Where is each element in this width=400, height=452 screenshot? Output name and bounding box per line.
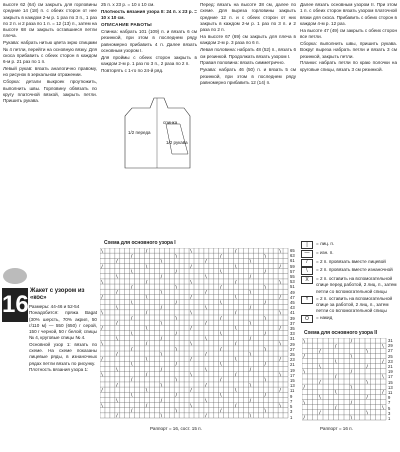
stitch-symbol: / <box>190 357 192 363</box>
schema-2-title: Схема для основного узора II <box>304 330 378 336</box>
legend-item <box>301 241 398 249</box>
legend-item <box>301 276 398 295</box>
stitch-symbol: \ <box>219 362 222 368</box>
row-number: 21 <box>388 364 393 370</box>
stitch-symbol: \ <box>279 403 281 409</box>
section-number-badge: 16 <box>2 288 28 322</box>
stitch-symbol: / <box>303 416 305 422</box>
stitch-symbol: \ <box>264 316 267 322</box>
stitch-symbol: \ <box>382 344 384 350</box>
stitch-symbol: \ <box>101 280 103 286</box>
stitch-symbol: \ <box>130 331 133 337</box>
stitch-symbol: / <box>175 393 178 399</box>
stitch-symbol: \ <box>190 249 192 255</box>
stitch-symbol: / <box>160 336 163 342</box>
stitch-symbol: \ <box>319 395 321 401</box>
stitch-symbol: \ <box>279 280 281 286</box>
stitch-symbol: / <box>234 249 237 255</box>
stitch-symbol: \ <box>334 359 337 365</box>
stitch-symbol: / <box>234 403 237 409</box>
jacket-paragraph: Основной узор 1: вязать по схеме. На схеме показаны лицевые ряды, в изнаночных рядах петли вязать по рисунку. <box>29 341 97 366</box>
stitch-symbol: / <box>205 414 207 420</box>
row-number: 31 <box>290 336 295 342</box>
stitch-symbol: \ <box>130 269 133 275</box>
row-number: 9 <box>290 393 293 399</box>
stitch-symbol: \ <box>130 362 133 368</box>
stitch-symbol: \ <box>205 306 207 312</box>
stitch-symbol: \ <box>160 414 163 420</box>
row-number: 9 <box>388 395 391 401</box>
stitch-symbol: \ <box>234 326 237 332</box>
stitch-symbol: / <box>101 264 103 270</box>
stitch-symbol: \ <box>249 321 252 327</box>
stitch-symbol: / <box>130 347 133 353</box>
col2-paragraph: Спинка: набрать 101 (109) п. и вязать 6 см резинкой, при этом в последнем ряду равномерно прибавить 4 п. Далее вязать основным узором I. <box>101 28 197 53</box>
stitch-symbol: \ <box>264 347 267 353</box>
row-number: 41 <box>290 310 295 316</box>
stitch-symbol: / <box>219 285 222 291</box>
row-number: 17 <box>290 372 295 378</box>
stitch-symbol: / <box>319 349 321 355</box>
row-number: 55 <box>290 274 295 280</box>
row-number: 57 <box>290 268 295 274</box>
stitch-symbol: / <box>205 352 207 358</box>
row-number: 53 <box>290 279 295 285</box>
stitch-symbol: \ <box>303 339 305 345</box>
stitch-symbol: \ <box>366 380 368 386</box>
stitch-symbol: \ <box>279 249 281 255</box>
stitch-symbol: / <box>382 390 384 396</box>
stitch-symbol: \ <box>350 385 353 391</box>
stitch-symbol: / <box>279 326 281 332</box>
stitch-symbol: / <box>130 285 133 291</box>
col4-paragraph: Сборка: выполнить швы, пришить рукава. Вокруг выреза набрать петли и вязать 3 см резинкой, закрыть петли. <box>300 40 397 59</box>
legend-text: = накид <box>316 315 333 320</box>
col2-paragraph: Плотность вязания узора II: 24 п. x 23 р. = 10 x 10 см. <box>101 8 197 21</box>
stitch-symbol: \ <box>190 373 192 379</box>
stitch-symbol: / <box>145 403 148 409</box>
stitch-symbol: \ <box>350 354 353 360</box>
legend-item <box>301 250 398 258</box>
stitch-symbol: / <box>234 342 237 348</box>
stitch-symbol: / <box>190 326 192 332</box>
stitch-symbol: \ <box>350 416 353 422</box>
row-number: 5 <box>388 405 391 411</box>
stitch-symbol: \ <box>205 367 207 373</box>
stitch-symbol: / <box>101 326 103 332</box>
stitch-symbol: / <box>130 316 133 322</box>
row-number: 51 <box>290 284 295 290</box>
stitch-symbol: \ <box>249 352 252 358</box>
row-number: 27 <box>290 346 295 352</box>
legend-symbol-icon: \ <box>301 267 313 275</box>
legend-item <box>301 267 398 275</box>
stitch-symbol: \ <box>303 400 305 406</box>
stitch-symbol: \ <box>366 411 368 417</box>
row-number: 15 <box>290 378 295 384</box>
stitch-symbol: \ <box>175 347 178 353</box>
stitch-symbol: / <box>319 380 321 386</box>
stitch-symbol: / <box>366 364 368 370</box>
stitch-symbol: \ <box>145 326 148 332</box>
stitch-symbol: / <box>382 359 384 365</box>
stitch-symbol: / <box>175 300 178 306</box>
stitch-symbol: \ <box>279 342 281 348</box>
jacket-paragraph: Понадобится: пряжа Bagat (30% шерсть, 70% акрил, 50 г/110 м) — 550 (650) г серой, 150 г черной, 50 г белой; спицы № 4, круговые спицы № 4. <box>29 310 97 341</box>
stitch-symbol: / <box>116 414 118 420</box>
col4-paragraph: Далее вязать основным узором II. При этом 1 п. с обеих сторон вязать узором платочной вязки для скоса. Прибавить с обеих сторон в каждом 4-м р. 12 раз. <box>300 2 397 26</box>
stitch-symbol: \ <box>249 383 252 389</box>
stitch-symbol: / <box>175 362 178 368</box>
stitch-symbol: \ <box>234 264 237 270</box>
legend-text: = 2 п. провязать вместе лицевой <box>316 258 386 264</box>
sleeve-outline <box>166 124 188 154</box>
stitch-symbol: / <box>116 383 118 389</box>
stitch-symbol: \ <box>175 409 178 415</box>
knitting-chart-2 <box>302 338 392 422</box>
stitch-symbol: / <box>160 275 163 281</box>
stitch-symbol: / <box>205 321 207 327</box>
stitch-symbol: / <box>160 367 163 373</box>
jacket-description <box>29 304 97 452</box>
stitch-symbol: \ <box>101 342 103 348</box>
row-number: 25 <box>388 353 393 359</box>
stitch-symbol: / <box>205 290 207 296</box>
row-number: 39 <box>290 315 295 321</box>
stitch-symbol: / <box>264 300 267 306</box>
schema-1-title: Схема для основного узора I <box>104 240 176 246</box>
stitch-symbol: / <box>350 400 353 406</box>
row-number: 21 <box>290 362 295 368</box>
stitch-symbol: \ <box>101 311 103 317</box>
stitch-symbol: \ <box>101 249 103 255</box>
stitch-symbol: / <box>219 378 222 384</box>
col3-paragraph: Правая половина: вязать симметрично. <box>200 60 285 66</box>
stitch-symbol: / <box>145 311 148 317</box>
stitch-symbol: \ <box>145 388 148 394</box>
stitch-symbol: / <box>130 378 133 384</box>
stitch-symbol: / <box>190 295 192 301</box>
row-number: 59 <box>290 263 295 269</box>
stitch-symbol: \ <box>264 285 267 291</box>
stitch-symbol: \ <box>249 259 252 265</box>
legend-symbol-icon: Y <box>301 296 313 304</box>
col1-paragraph: высоте 62 (64) см закрыть для горловины средние 14 (18) п. с обеих сторон от нее закрыть в каждом 2-м р. 1 раз по 3 п., 1 раз по 2 п. и 2 раза по 1 п. = 12 (13) п., затем на высоте 68 см закрыть оставшиеся петли плеча. <box>3 2 97 39</box>
stitch-symbol: \ <box>234 357 237 363</box>
col3-paragraph: Левая половина: набрать 48 (52) п., вязать 6 см резинкой. Продолжать вязать узором I. <box>200 47 296 59</box>
stitch-symbol: / <box>130 409 133 415</box>
row-number: 47 <box>290 294 295 300</box>
stitch-symbol: \ <box>130 300 133 306</box>
stitch-symbol: \ <box>116 275 118 281</box>
stitch-symbol: \ <box>334 390 337 396</box>
stitch-symbol: \ <box>205 275 207 281</box>
legend-text: = 2 п. провязать вместе изнаночной <box>316 267 393 273</box>
col3-paragraph: На высоте 67 (69) см закрыть для плеча в каждом 2-м р. 3 раза по 6 п. <box>200 34 296 46</box>
row-number: 3 <box>290 409 293 415</box>
row-number: 11 <box>388 390 393 396</box>
stitch-symbol: \ <box>175 316 178 322</box>
rapport-1-label: Раппорт = 16, сост. 15 п. <box>150 426 202 431</box>
stitch-symbol: \ <box>319 364 321 370</box>
stitch-symbol: / <box>145 342 148 348</box>
row-number: 63 <box>290 253 295 259</box>
row-number: 29 <box>290 341 295 347</box>
stitch-symbol: \ <box>160 290 163 296</box>
stitch-symbol: \ <box>205 336 207 342</box>
row-number: 1 <box>388 416 391 422</box>
col3-paragraph: Перед: вязать на высоте 38 см, далее по схеме. Для выреза горловины закрыть средние 12 п. и с обеих сторон от них закрыть в каждом 2-м р. 1 раз по 3 п. и 2 раза по 2 п. <box>200 2 296 33</box>
stitch-symbol: \ <box>264 254 267 260</box>
chart-legend <box>301 241 398 324</box>
legend-symbol-icon: X <box>301 276 313 284</box>
stitch-symbol: / <box>219 347 222 353</box>
row-number: 37 <box>290 320 295 326</box>
stitch-symbol: / <box>249 367 252 373</box>
row-number: 49 <box>290 289 295 295</box>
stitch-symbol: / <box>116 321 118 327</box>
col4-paragraph: Планки: набрать петли по краю полочки на круговые спицы, вязать 3 см резинкой. <box>300 60 397 72</box>
stitch-symbol: / <box>249 336 252 342</box>
stitch-symbol: \ <box>249 414 252 420</box>
row-number: 1 <box>290 414 293 420</box>
row-number: 7 <box>388 400 391 406</box>
legend-item <box>301 296 398 315</box>
stitch-symbol: \ <box>382 405 384 411</box>
stitch-symbol: / <box>303 385 305 391</box>
knitting-chart-1 <box>100 248 300 420</box>
column-4 <box>300 2 397 212</box>
stitch-symbol: \ <box>116 367 118 373</box>
stitch-symbol: / <box>190 388 192 394</box>
stitch-symbol: \ <box>130 393 133 399</box>
jacket-paragraph: Плотность вязания узора 1: <box>29 366 89 372</box>
stitch-symbol: / <box>219 316 222 322</box>
stitch-symbol: \ <box>190 311 192 317</box>
stitch-symbol: \ <box>190 342 192 348</box>
stitch-symbol: \ <box>190 403 192 409</box>
stitch-symbol: / <box>350 370 353 376</box>
stitch-symbol: \ <box>382 375 384 381</box>
legend-text: = 2 п. оставить на вспомогательной спице за работой, 2 лиц. п., затем петли со вспомогательной спицы <box>316 295 393 313</box>
stitch-symbol: \ <box>145 357 148 363</box>
row-number: 19 <box>290 367 295 373</box>
stitch-symbol: \ <box>219 331 222 337</box>
stitch-symbol: \ <box>116 398 118 404</box>
stitch-symbol: \ <box>264 378 267 384</box>
legend-symbol-icon: — <box>301 250 313 258</box>
row-number: 19 <box>388 369 393 375</box>
stitch-symbol: \ <box>219 393 222 399</box>
row-number: 7 <box>290 398 293 404</box>
pattern-label-back: спинка <box>163 120 178 125</box>
legend-symbol-icon: | <box>301 241 313 249</box>
stitch-symbol: \ <box>116 336 118 342</box>
stitch-symbol: \ <box>190 280 192 286</box>
stitch-symbol: / <box>334 344 337 350</box>
rapport-2-label: Раппорт = 16 п. <box>320 426 353 431</box>
stitch-symbol: \ <box>160 383 163 389</box>
chart-2-row-numbers <box>388 338 393 421</box>
stitch-symbol: / <box>350 339 353 345</box>
row-number: 17 <box>388 374 393 380</box>
col2-paragraph: Для проймы с обеих сторон закрыть в каждом 2-м р. 1 раз по 3 п., 2 раза по 2 п. <box>101 54 197 67</box>
stitch-symbol: / <box>234 373 237 379</box>
legend-item <box>301 315 398 323</box>
stitch-symbol: / <box>234 280 237 286</box>
stitch-symbol: / <box>145 249 148 255</box>
stitch-symbol: \ <box>219 269 222 275</box>
col4-paragraph: На высоте 47 (49) см закрыть с обеих сторон все петли. <box>300 27 397 40</box>
legend-text: = 2 п. оставить на вспомогательной спице перед работой, 2 лиц. п., затем петли со вспомогательной спицы <box>316 276 397 294</box>
row-number: 5 <box>290 404 293 410</box>
stitch-symbol: / <box>234 311 237 317</box>
stitch-symbol: \ <box>175 254 178 260</box>
legend-text: = лиц. п. <box>316 241 335 246</box>
row-number: 31 <box>388 338 393 343</box>
stitch-symbol: \ <box>303 370 305 376</box>
stitch-symbol: / <box>205 383 207 389</box>
row-number: 13 <box>388 384 393 390</box>
decorative-ornament <box>3 268 27 284</box>
stitch-symbol: / <box>366 395 368 401</box>
column-1 <box>3 2 97 238</box>
stitch-symbol: / <box>264 331 267 337</box>
stitch-symbol: \ <box>160 321 163 327</box>
stitch-symbol: / <box>279 295 281 301</box>
row-number: 29 <box>388 343 393 349</box>
pattern-label-front: 1/2 переда <box>128 130 151 135</box>
row-number: 27 <box>388 348 393 354</box>
stitch-symbol: \ <box>160 259 163 265</box>
stitch-symbol: / <box>145 280 148 286</box>
row-number: 13 <box>290 383 295 389</box>
row-number: 43 <box>290 305 295 311</box>
col1-paragraph: Сборка: детали выкроек проутюжить, выполнить швы. Горловину обвязать по кругу платочной вязкой, закрыть петли. Пришить рукава. <box>3 79 97 104</box>
stitch-symbol: / <box>190 264 192 270</box>
stitch-symbol: / <box>219 409 222 415</box>
stitch-symbol: / <box>249 398 252 404</box>
stitch-symbol: \ <box>249 290 252 296</box>
stitch-symbol: \ <box>234 388 237 394</box>
stitch-symbol: \ <box>205 398 207 404</box>
stitch-symbol: / <box>175 269 178 275</box>
stitch-symbol: / <box>249 306 252 312</box>
stitch-symbol: \ <box>175 378 178 384</box>
stitch-symbol: / <box>264 362 267 368</box>
row-number: 15 <box>388 379 393 385</box>
legend-symbol-icon: / <box>301 259 313 267</box>
stitch-symbol: \ <box>101 403 103 409</box>
stitch-symbol: \ <box>366 349 368 355</box>
col3-paragraph: Рукава: набрать 46 (50) п. и вязать 5 см резинкой, при этом в последнем ряду равномерно прибавить 12 (14) п. <box>200 67 296 85</box>
stitch-symbol: / <box>175 331 178 337</box>
stitch-symbol: \ <box>175 285 178 291</box>
stitch-symbol: / <box>279 388 281 394</box>
stitch-symbol: / <box>334 375 337 381</box>
legend-item <box>301 259 398 267</box>
stitch-symbol: / <box>116 259 118 265</box>
row-number: 61 <box>290 258 295 264</box>
stitch-symbol: / <box>279 357 281 363</box>
stitch-symbol: / <box>160 306 163 312</box>
stitch-symbol: \ <box>279 373 281 379</box>
row-number: 11 <box>290 388 295 394</box>
stitch-symbol: / <box>264 393 267 399</box>
stitch-symbol: / <box>334 405 337 411</box>
stitch-symbol: / <box>130 254 133 260</box>
stitch-symbol: / <box>319 411 321 417</box>
row-number: 3 <box>388 410 391 416</box>
row-number: 35 <box>290 326 295 332</box>
stitch-symbol: / <box>160 398 163 404</box>
legend-symbol-icon: O <box>301 315 313 323</box>
stitch-symbol: \ <box>116 306 118 312</box>
stitch-symbol: / <box>303 354 305 360</box>
stitch-symbol: / <box>116 352 118 358</box>
stitch-symbol: \ <box>145 264 148 270</box>
stitch-symbol: \ <box>160 352 163 358</box>
pattern-label-sleeve: 1/2 рукава <box>166 140 188 145</box>
stitch-symbol: / <box>145 373 148 379</box>
jacket-paragraph: Размеры: 44-46 и 52-54 <box>29 304 80 309</box>
col2-paragraph: Повторять с 1-го по 24-й ряд. <box>101 67 164 73</box>
legend-text: = изн. п. <box>316 249 334 255</box>
stitch-symbol: \ <box>101 373 103 379</box>
stitch-symbol: / <box>205 259 207 265</box>
column-3 <box>200 2 296 238</box>
stitch-symbol: / <box>249 275 252 281</box>
row-number: 23 <box>290 357 295 363</box>
stitch-symbol: / <box>101 357 103 363</box>
chart-1-row-numbers <box>290 248 295 420</box>
row-number: 23 <box>388 358 393 364</box>
section-heading: ОПИСАНИЕ РАБОТЫ <box>101 22 152 28</box>
stitch-symbol: / <box>219 254 222 260</box>
stitch-symbol: \ <box>234 295 237 301</box>
row-number: 65 <box>290 248 295 253</box>
stitch-symbol: \ <box>279 311 281 317</box>
stitch-symbol: / <box>101 388 103 394</box>
stitch-symbol: / <box>264 269 267 275</box>
stitch-symbol: \ <box>219 300 222 306</box>
stitch-symbol: \ <box>264 409 267 415</box>
row-number: 45 <box>290 300 295 306</box>
row-number: 25 <box>290 352 295 358</box>
stitch-symbol: / <box>101 295 103 301</box>
row-number: 33 <box>290 331 295 337</box>
stitch-symbol: / <box>279 264 281 270</box>
stitch-symbol: \ <box>145 295 148 301</box>
stitch-symbol: / <box>116 290 118 296</box>
col2-paragraph: 25 п. x 23 р. = 10 x 10 см. <box>101 2 155 7</box>
col1-paragraph: Рукава: набрать нитью цвета экрю спицами № 4 петли, перейти на основную вязку. Для скоса прибавить с обеих сторон в каждом 6-м р. 21 раз по 1 п. <box>3 40 97 65</box>
col1-paragraph: Левый рукав: вязать аналогично правому, но рисунок в зеркальном отражении. <box>3 66 97 78</box>
jacket-title: Жакет с узором из «кос» <box>30 288 85 301</box>
